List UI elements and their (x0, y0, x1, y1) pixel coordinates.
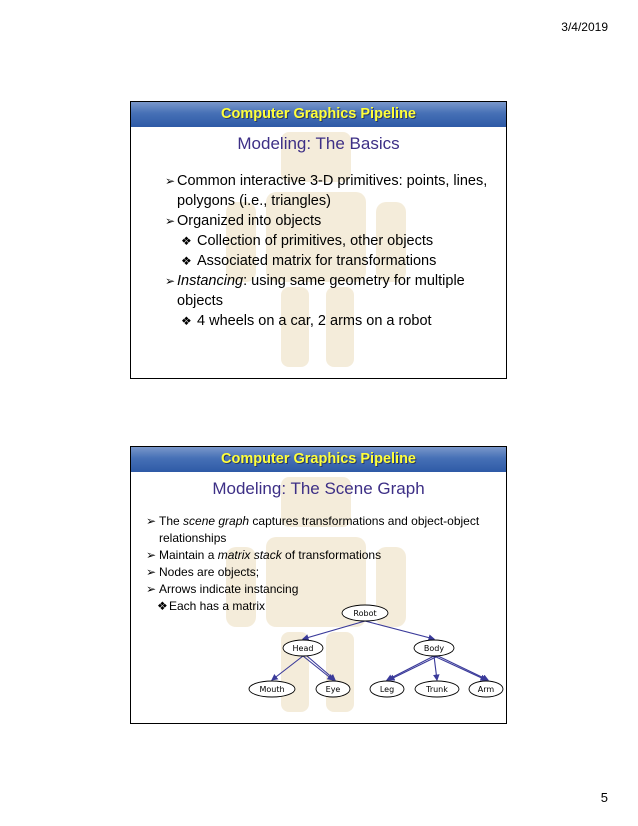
diamond-bullet-icon: ❖ (181, 254, 192, 268)
bullet-text: Maintain a (159, 548, 218, 562)
bullet-item (131, 251, 506, 271)
arrow-bullet-icon: ➢ (146, 548, 157, 562)
tree-edge-arrow (434, 656, 486, 680)
bullet-text: Arrows indicate instancing (159, 582, 299, 596)
bullet-text: matrix stack (217, 548, 282, 562)
arrow-bullet-icon: ➢ (146, 565, 157, 579)
tree-node-label: Body (423, 644, 445, 653)
bullet-text: Each has a matrix (169, 599, 266, 613)
tree-edge-arrow (272, 656, 303, 680)
arrow-bullet-icon: ➢ (165, 274, 176, 288)
tree-edge-arrow (389, 656, 438, 680)
tree-node-label: Mouth (259, 685, 285, 694)
bullet-item (131, 211, 506, 231)
arrow-bullet-icon: ➢ (146, 514, 157, 528)
tree-edge-arrow (303, 656, 333, 680)
scene-graph-diagram (131, 447, 507, 724)
bullet-item (131, 231, 506, 251)
tree-edge-arrow (434, 656, 437, 680)
slide-title: Modeling: The Basics (237, 134, 400, 153)
slide-title: Modeling: The Scene Graph (212, 479, 425, 498)
bullet-text: : using same geometry for multiple objects (177, 273, 465, 309)
tree-node-label: Leg (379, 685, 395, 694)
tree-node-label: Arm (477, 685, 495, 694)
bullet-text: captures transformations and object-object relationships (159, 514, 480, 545)
slide-modeling-basics (130, 101, 507, 379)
arrow-bullet-icon: ➢ (165, 214, 176, 228)
bullet-item (131, 311, 506, 331)
tree-node-label: Head (292, 644, 314, 653)
bullet-text: of transformations (281, 548, 382, 562)
diamond-bullet-icon: ❖ (181, 234, 192, 248)
slide-header-band (131, 102, 506, 127)
arrow-bullet-icon: ➢ (146, 582, 157, 596)
diamond-bullet-icon: ❖ (181, 314, 192, 328)
bullet-text: Nodes are objects; (159, 565, 260, 579)
tree-node-label: Robot (353, 609, 377, 618)
bullet-item (131, 171, 506, 211)
bullet-text: Collection of primitives, other objects (197, 233, 434, 249)
diamond-bullet-icon: ❖ (157, 599, 168, 613)
page-number: 5 (600, 790, 608, 805)
tree-node-label: Eye (325, 685, 341, 694)
bullet-item (131, 271, 506, 311)
slide-band-title: Computer Graphics Pipeline (221, 106, 416, 122)
arrow-bullet-icon: ➢ (165, 174, 176, 188)
bullet-text: 4 wheels on a car, 2 arms on a robot (197, 313, 432, 329)
tree-edge-arrow (307, 656, 335, 680)
bullet-text: Organized into objects (177, 213, 322, 229)
bullet-text: Instancing (177, 273, 244, 289)
slide-scene-graph (130, 446, 507, 724)
bullet-text: scene graph (183, 514, 250, 528)
page-date: 3/4/2019 (561, 20, 608, 34)
bullet-text: The (159, 514, 184, 528)
bullet-text: Associated matrix for transformations (197, 253, 437, 269)
tree-edge-arrow (387, 656, 434, 680)
slide-band-title: Computer Graphics Pipeline (221, 451, 416, 467)
bullet-list (131, 171, 506, 331)
tree-edge-arrow (438, 656, 488, 680)
bullet-text: Common interactive 3-D primitives: points, lines, polygons (i.e., triangles) (177, 173, 488, 209)
tree-edge-arrow (303, 621, 365, 639)
tree-node-label: Trunk (426, 685, 448, 694)
tree-edge-arrow (365, 621, 434, 639)
